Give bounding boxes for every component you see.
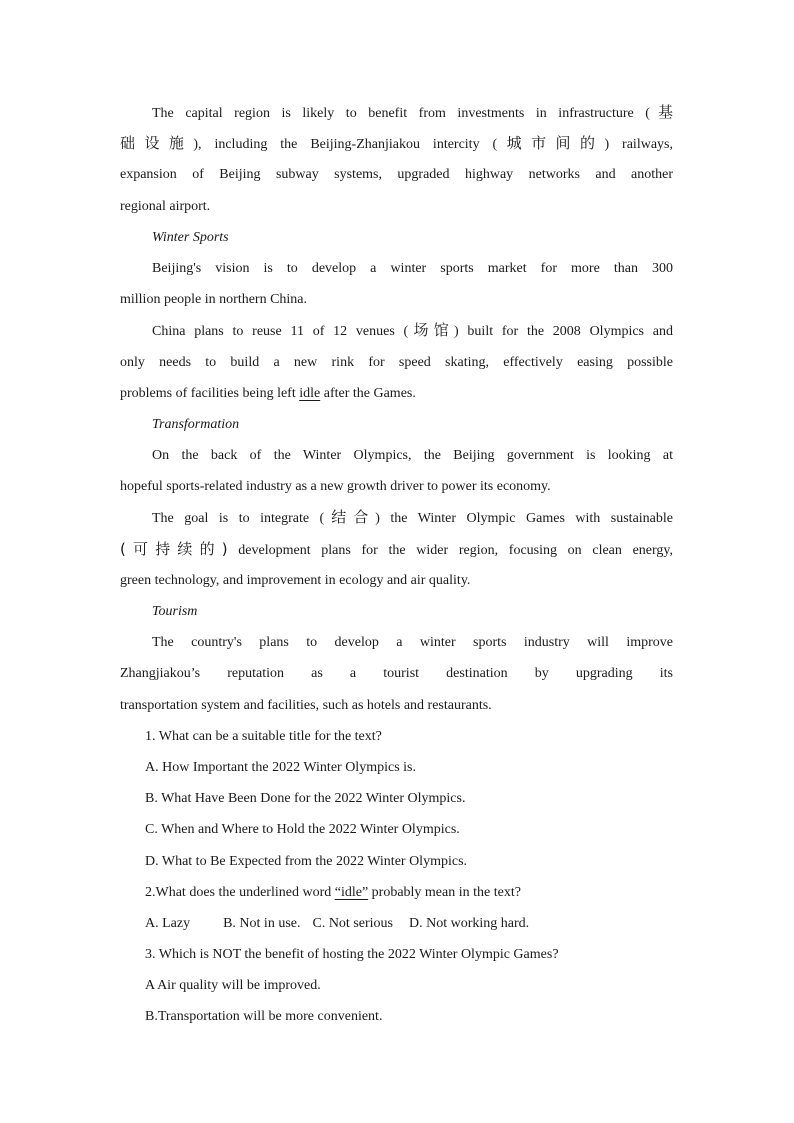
question-1-option-b: B. What Have Been Done for the 2022 Winter Olympics. xyxy=(145,791,466,807)
paragraph-5-line-3: green technology, and improvement in ecology and air quality. xyxy=(120,572,471,588)
paragraph-5-line-2 xyxy=(120,534,673,565)
section-heading-winter-sports: Winter Sports xyxy=(152,229,229,245)
paragraph-6-line-3: transportation system and facilities, such as hotels and restaurants. xyxy=(120,697,492,713)
text-span: 2.What does the underlined word xyxy=(145,884,335,900)
question-3-option-a: A Air quality will be improved. xyxy=(145,978,321,994)
paragraph-6-line-1: The country's plans to develop a winter sports industry will improve xyxy=(152,635,673,651)
question-1-option-c: C. When and Where to Hold the 2022 Winter Olympics. xyxy=(145,822,460,838)
chinese-gloss: (可持续的) xyxy=(120,539,228,558)
chinese-gloss: 城市间的 xyxy=(497,134,605,153)
underlined-word-idle: idle xyxy=(299,385,321,401)
chinese-gloss: 基 xyxy=(649,103,673,121)
question-2-option-b: B. Not in use. xyxy=(223,915,301,931)
paragraph-4-line-2: hopeful sports-related industry as a new growth driver to power its economy. xyxy=(120,479,551,495)
question-2-option-d: D. Not working hard. xyxy=(408,915,530,931)
underlined-word-idle: “idle” xyxy=(334,884,369,900)
question-2-option-a: A. Lazy xyxy=(145,915,191,931)
question-1-option-a: A. How Important the 2022 Winter Olympics is. xyxy=(145,759,416,775)
question-2-option-c: C. Not serious xyxy=(312,915,393,931)
paragraph-3-line-1 xyxy=(120,315,673,346)
paragraph-1-line-4: regional airport. xyxy=(120,198,211,214)
paragraph-6-line-2: Zhangjiakou’s reputation as a tourist destination by upgrading its xyxy=(120,666,673,682)
paragraph-2-line-2: million people in northern China. xyxy=(120,292,308,308)
chinese-gloss: 结合 xyxy=(324,508,376,527)
paragraph-1-line-3: expansion of Beijing subway systems, upgraded highway networks and another xyxy=(120,167,673,183)
text-span: development plans for the wider region, focusing on clean energy, xyxy=(227,542,673,558)
paragraph-5-line-1 xyxy=(120,502,673,533)
paragraph-3-line-3 xyxy=(120,378,673,409)
question-1-stem: 1. What can be a suitable title for the text? xyxy=(145,728,382,744)
text-span: ) railways, xyxy=(604,137,673,153)
text-span: after the Games. xyxy=(320,385,416,401)
text-span: China plans to reuse 11 of 12 venues ( xyxy=(152,324,409,340)
question-2-stem xyxy=(120,877,673,908)
paragraph-3-line-2: only needs to build a new rink for speed skating, effectively easing possible xyxy=(120,354,673,370)
question-2-options xyxy=(120,908,673,939)
text-span: ) the Winter Olympic Games with sustainable xyxy=(375,511,673,527)
chinese-gloss: 场馆 xyxy=(408,321,454,340)
text-span: The capital region is likely to benefit from investments in infrastructure ( xyxy=(152,106,650,121)
paragraph-1-line-1 xyxy=(120,97,673,128)
section-heading-tourism: Tourism xyxy=(152,604,198,619)
section-heading-transformation: Transformation xyxy=(152,416,240,432)
text-span: ), including the Beijing-Zhanjiakou intercity ( xyxy=(193,137,498,153)
paragraph-4-line-1: On the back of the Winter Olympics, the Beijing government is looking at xyxy=(152,448,673,464)
text-span: The goal is to integrate ( xyxy=(152,511,325,527)
question-1-option-d: D. What to Be Expected from the 2022 Winter Olympics. xyxy=(145,853,468,869)
text-span: probably mean in the text? xyxy=(368,884,521,900)
text-span: problems of facilities being left xyxy=(120,385,300,401)
paragraph-1-line-2 xyxy=(120,128,673,159)
text-span: ) built for the 2008 Olympics and xyxy=(454,324,673,340)
chinese-gloss: 础设施 xyxy=(120,134,194,153)
paragraph-2-line-1: Beijing's vision is to develop a winter sports market for more than 300 xyxy=(152,260,673,276)
question-3-option-b: B.Transportation will be more convenient. xyxy=(145,1009,383,1025)
document-page xyxy=(120,97,673,1033)
question-3-stem: 3. Which is NOT the benefit of hosting the 2022 Winter Olympic Games? xyxy=(145,947,559,963)
